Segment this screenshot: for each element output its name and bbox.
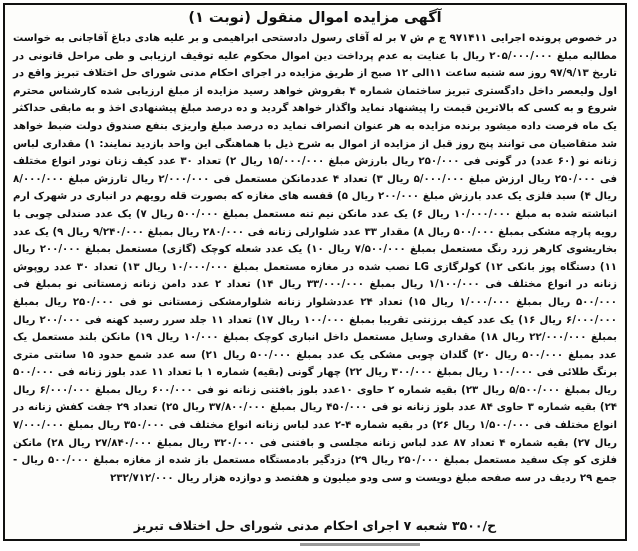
- auction-notice: [3, 3, 627, 541]
- notice-footer: ح/۳۵۰۰ شعبه ۷ اجرای احکام مدنی شورای حل اختلاف تبریز: [133, 518, 497, 533]
- notice-title: آگهی مزایده اموال منقول (نوبت ۱): [188, 10, 442, 26]
- cropped-next-notice-edge: [0, 541, 638, 551]
- notice-body: در خصوص پرونده اجرایی ۹۷۱۴۱۱ ج م ش ۷ بر له آقای رسول دادستحی ابراهیمی و بر علیه هادی دباغ آقاجانی به خواست مطالبه مبلغ ۲۰۵/۰۰۰/۰۰۰ ریال با عنایت به عدم پرداخت دین اموال محکوم علیه توقیف ارزیابی و طی مراحل قانونی در تاریخ ۹۷/۹/۱۳ روز سه شنبه ساعت ۱۱الی ۱۲ صبح از طریق مزایده در اجرای احکام مدنی شورای حل اختلاف تبریز واقع در اول ولیعصر داخل دادگستری تبریز ساختمان شماره ۴ بفروش خواهد رسید مزایده از مبلغ ارزیابی شده کارشناس محترم شروع و به کسی که بالاترین قیمت را پیشنهاد نماید واگذار خواهد گردید و ده درصد مبلغ پیشنهادی اخذ و به مابقی حداکثر یک ماه فرصت داده میشود برنده مزایده به هر عنوان انصراف نماید ده درصد مبلغ واریزی بنفع صندوق دولت ضبط خواهد شد متقاضیان می توانند پنج روز قبل از مزایده از اموال به شرح ذیل با هماهنگی این واحد بازدید نمایند: ۱) مقداری لباس زنانه نو (۶۰ عدد) در گونی فی ۲۵۰/۰۰۰ ریال بارزش مبلغ ۱۵/۰۰۰/۰۰۰ ریال ۲) تعداد ۳۰ عدد کیف زنان نودر انواع مختلف فی ۲۵۰/۰۰۰ ریال ارزش مبلغ ۵/۰۰۰/۰۰۰ ریال ۳) تعداد ۴ عددمانکن مستعمل فی ۲/۰۰۰/۰۰۰ ریال تارزش مبلغ ۸/۰۰۰/۰۰۰ ریال ۴) سبد فلزی یک عدد بارزش مبلغ ۲۰۰/۰۰۰ ریال ۵) قفسه های مغازه که بصورت قله رویهم در انباری در شهرک ارم انباشته شده به مبلغ ۱۰/۰۰۰/۰۰۰ ریال ۶) یک عدد مانکن نیم تنه مستعمل بمبلغ ۵۰۰/۰۰۰ ریال ۷) یک عدد صندلی چوبی با رویه پارچه مشکی بمبلغ ۵۰۰/۰۰۰ ریال ۸) مقدار ۳۳ عدد شلوارلی زنانه فی ۲۸۰/۰۰۰ ریال بمبلغ ۹/۲۴۰/۰۰۰ ریال ۹) یک عدد بخاریشوی کارهر زرد رنگ مستعمل بمبلغ ۷/۵۰۰/۰۰۰ ریال ۱۰) یک عدد شعله کوچک (گازی) مستعمل بمبلغ ۲۰۰/۰۰۰ ریال ۱۱) دستگاه پوز بانکی ۱۲) کولرگازی LG نصب شده در مغازه مستعمل بمبلغ ۱۰/۰۰۰/۰۰۰ ریال ۱۳) تعداد ۳۰ عدد روپوش زنانه در انواع مختلف فی ۱/۱۰۰/۰۰۰ ریال بمبلغ ۳۳/۰۰۰/۰۰۰ ریال ۱۴) تعداد ۲ عدد دامن زنانه زمستانی نو بمبلغ فی ۵۰۰/۰۰۰ ریال بمبلغ ۱/۰۰۰/۰۰۰ ریال ۱۵) تعداد ۲۴ عددشلوار زنانه شلوارمشکی زمستانی نو فی ۲۵۰/۰۰۰ ریال بمبلغ ۶/۰۰۰/۰۰۰ ریال ۱۶) یک عدد کیف برزنتی تقریبا بمبلغ ۱۰۰/۰۰۰ ریال ۱۷) تعداد ۱۱ جلد سرر رسید کهنه فی ۲۰۰/۰۰۰ ریال بمبلغ ۲۲/۰۰۰/۰۰۰ ریال ۱۸) مقداری وسایل مستعمل داخل انباری کوچک بمبلغ ۱۰/۰۰۰ ریال ۱۹) مانکن بلند مستعمل یک عدد بمبلغ ۵۰۰/۰۰۰ ریال ۲۰) گلدان چوبی مشکی یک عدد بمبلغ ۵۰۰/۰۰۰ ریال ۲۱) سه عدد شمع حدود ۱۵ سانتی متری برنگ طلائی فی ۱۰۰/۰۰۰ ریال بمبلغ ۳۰۰/۰۰۰ ریال ۲۲) چهار گونی (بقیه) شماره ۱ با تعداد ۱۱ عدد بلوز زنانه فی ۵۰۰/۰۰۰ ریال بمبلغ ۵/۵۰۰/۰۰۰ ریال ۲۳) بقیه شماره ۲ حاوی ۱۰عدد بلوز بافتنی زنانه نو فی ۶۰۰/۰۰۰ ریال بمبلغ ۶/۰۰۰/۰۰۰ ریال ۲۴) بقیه شماره ۳ حاوی ۸۴ عدد بلوز زنانه نو فی ۴۵۰/۰۰۰ ریال بمبلغ ۳۷/۸۰۰/۰۰۰ ریال ۲۵) تعداد ۲۹ جفت کفش زنانه در انواع مختلف فی ۱/۵۰۰/۰۰۰ ریال ۲۶) در بقیه شماره ۴-۲ عدد لباس زنانه انواع مختلف فی ۳۵۰/۰۰۰ ریال بمبلغ ۷/۰۰۰/۰۰۰ ریال ۲۷) بقیه شماره ۴ تعداد ۸۷ عدد لباس زنانه مجلسی و بافتنی فی ۳۲۰/۰۰۰ ریال بمبلغ ۲۷/۸۴۰/۰۰۰ ریال ۲۸) مانکن فلزی کو چک سفید مستعمل بمبلغ ۲۵۰/۰۰۰ ریال ۲۹) دزدگیر بادمستگاه مستعمل باز شده از مغازه بمبلغ ۵۰۰/۰۰۰ ریال - جمع ۲۹ ردیف در سه صفحه مبلغ دویست و سی ودو میلیون و هفتصد و دوازده هزار ریال ۲۳۲/۷۱۲/۰۰۰: [13, 33, 618, 484]
